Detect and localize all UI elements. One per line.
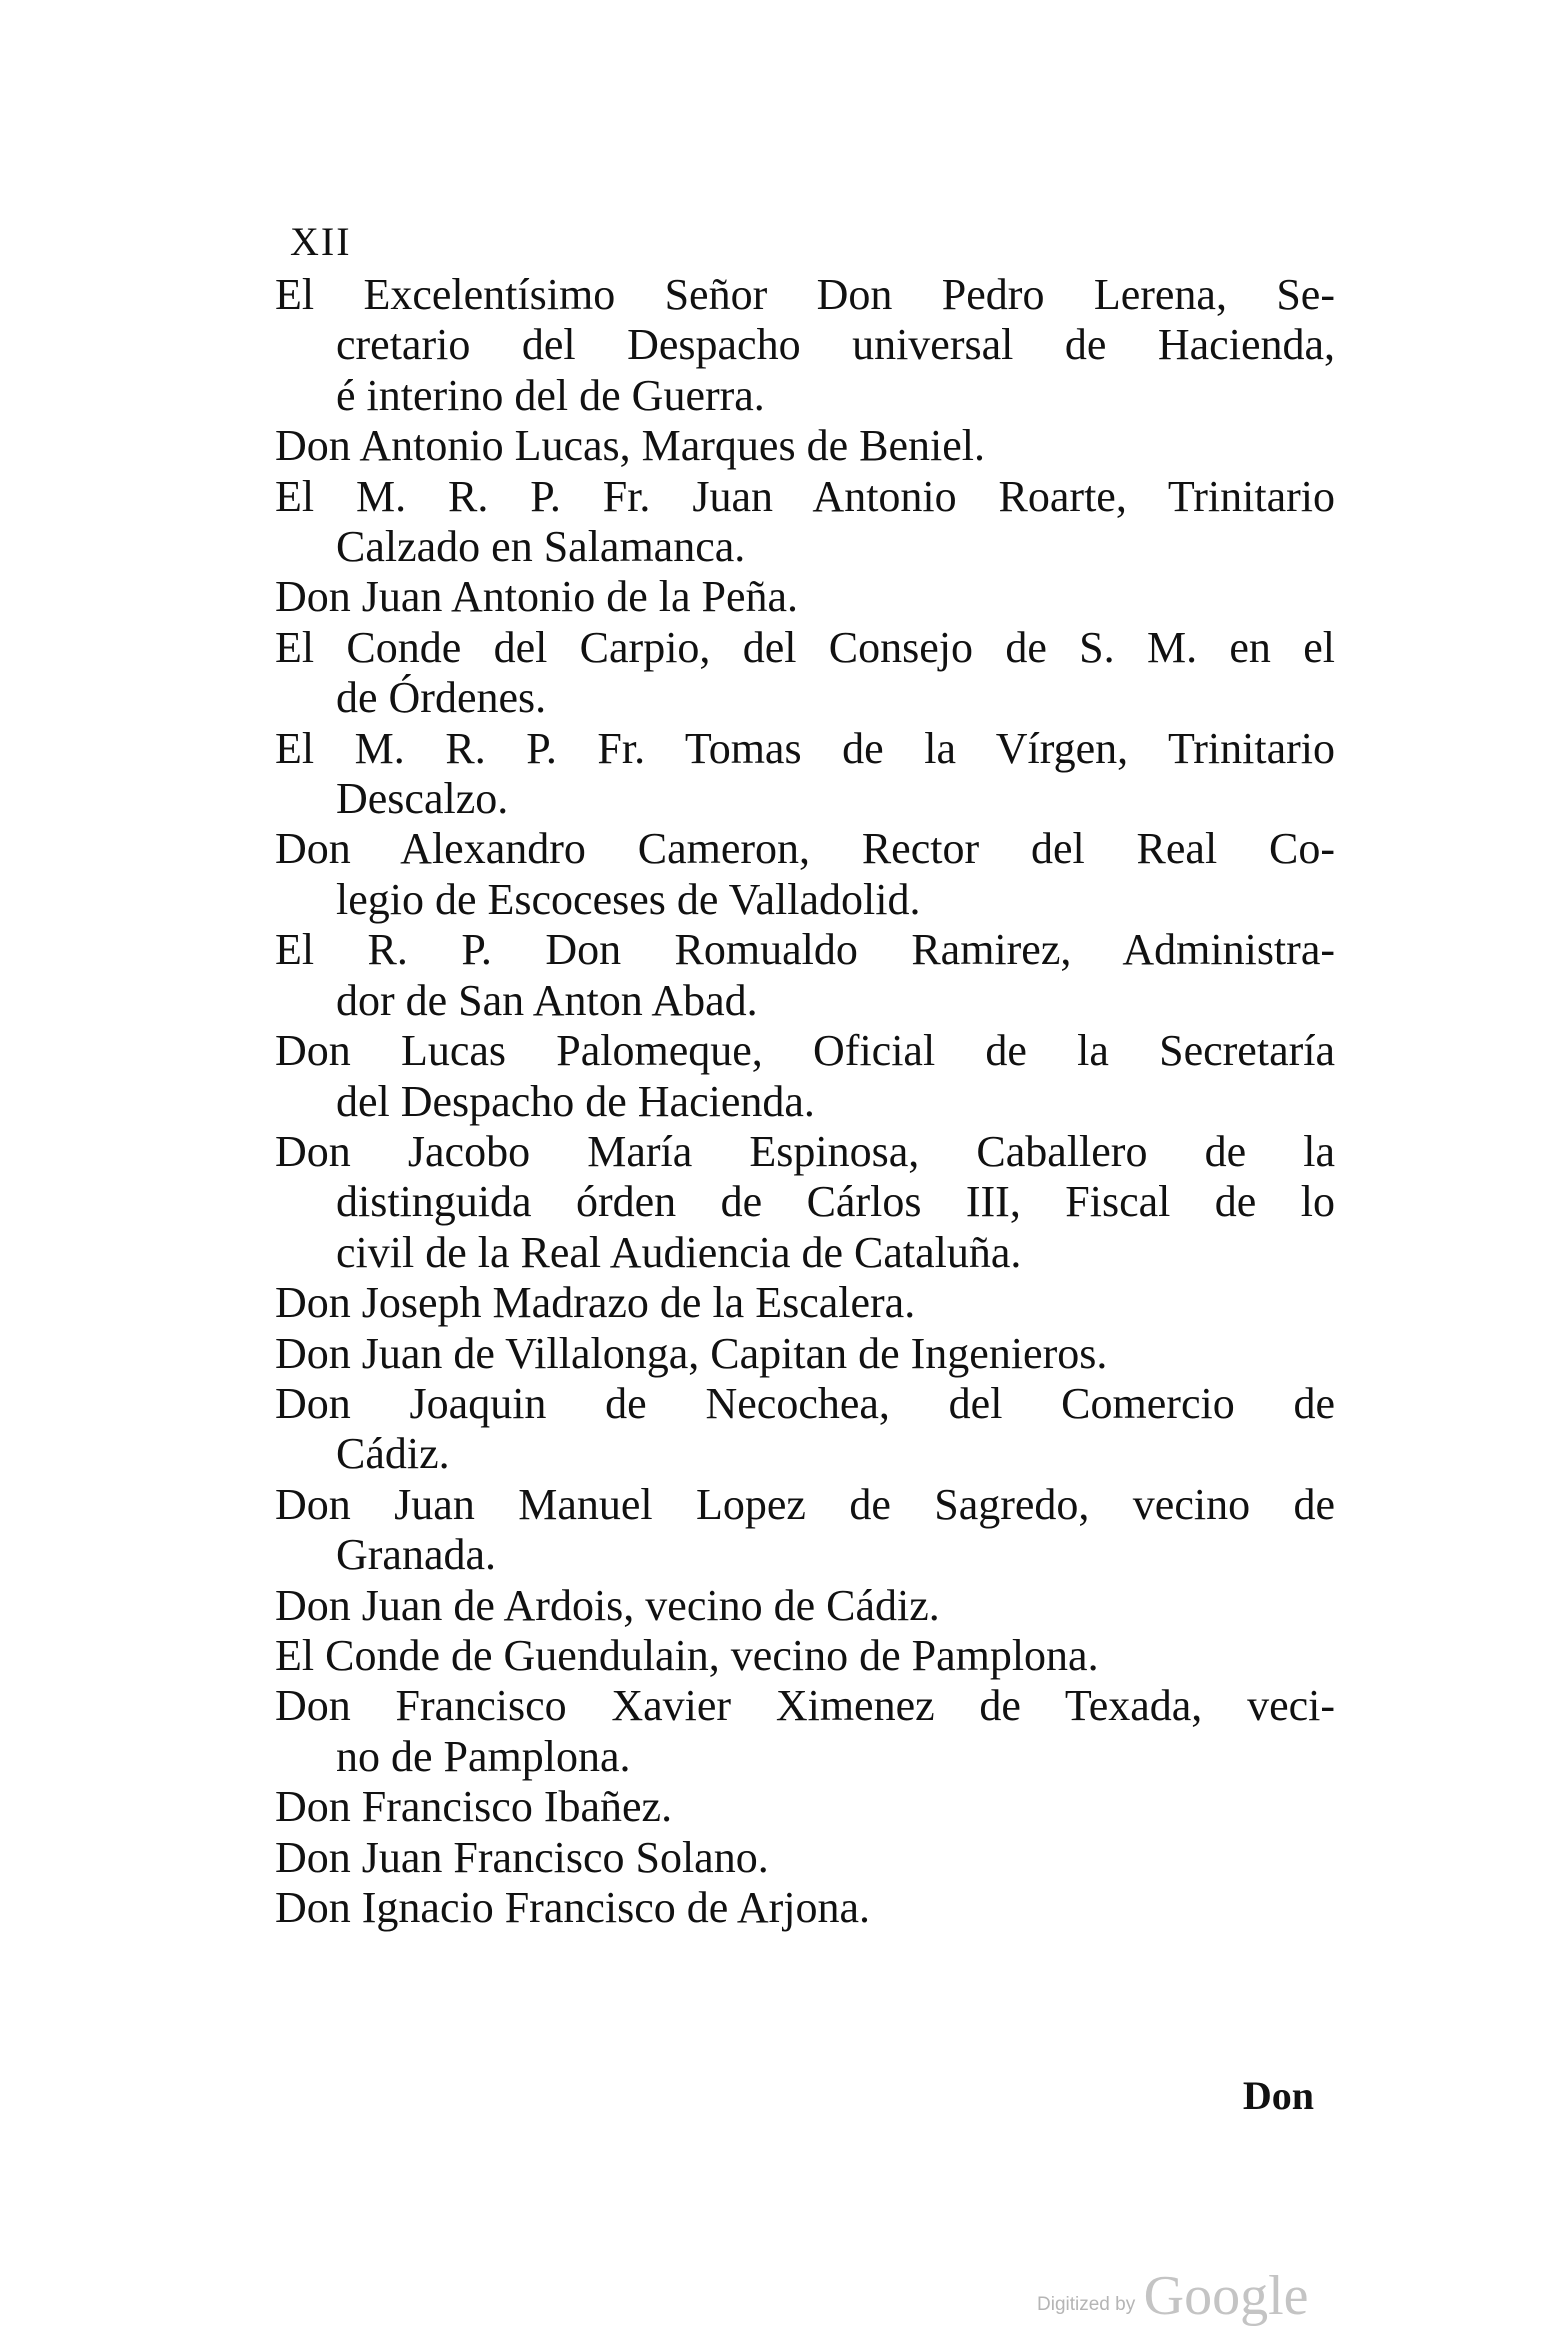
entry-line: Don Alexandro Cameron, Rector del Real Co- xyxy=(275,824,1335,874)
watermark-brand: Google xyxy=(1143,2265,1309,2327)
list-entry xyxy=(275,623,1335,724)
entry-line: Descalzo. xyxy=(336,774,509,824)
list-entry xyxy=(275,1883,1335,1933)
entry-line: Don Lucas Palomeque, Oficial de la Secretaría xyxy=(275,1026,1335,1076)
entry-line: Don Joaquin de Necochea, del Comercio de xyxy=(275,1378,1335,1428)
list-entry xyxy=(275,1833,1335,1883)
entry-line: Don Ignacio Francisco de Arjona. xyxy=(275,1883,871,1932)
catchword: Don xyxy=(1242,2073,1314,2118)
entry-line: Granada. xyxy=(336,1530,497,1580)
entry-line: Don Antonio Lucas, Marques de Beniel. xyxy=(275,421,985,471)
list-entry xyxy=(275,1782,1335,1832)
entry-line: Don Juan de Ardois, vecino de Cádiz. xyxy=(275,1580,940,1630)
list-entry xyxy=(275,572,1335,622)
entry-line: El Conde de Guendulain, vecino de Pamplona. xyxy=(275,1630,1099,1680)
list-entry xyxy=(275,1026,1335,1127)
list-entry xyxy=(275,724,1335,825)
digitization-watermark xyxy=(1037,2264,1309,2328)
entry-line: distinguida órden de Cárlos III, Fiscal de lo xyxy=(336,1177,1335,1227)
entry-line: El Excelentísimo Señor Don Pedro Lerena, Se- xyxy=(275,270,1335,319)
entry-line: Don Francisco Ibañez. xyxy=(275,1782,673,1832)
entry-line: legio de Escoceses de Valladolid. xyxy=(336,874,921,924)
list-entry xyxy=(275,925,1335,1026)
list-entry xyxy=(275,1631,1335,1681)
entry-line: é interino del de Guerra. xyxy=(336,370,765,420)
page-number: XII xyxy=(290,219,352,264)
entry-line: El M. R. P. Fr. Juan Antonio Roarte, Trinitario xyxy=(275,471,1335,521)
entry-line: Don Francisco Xavier Ximenez de Texada, veci- xyxy=(275,1681,1335,1731)
entry-line: de Órdenes. xyxy=(336,673,547,723)
list-entry xyxy=(275,1278,1335,1328)
entry-line: dor de San Anton Abad. xyxy=(336,975,758,1025)
list-entry xyxy=(275,1379,1335,1480)
entry-line: El Conde del Carpio, del Consejo de S. M. en el xyxy=(275,622,1335,672)
entry-line: Don Joseph Madrazo de la Escalera. xyxy=(275,1278,916,1328)
entry-line: no de Pamplona. xyxy=(336,1731,631,1781)
entry-line: El M. R. P. Fr. Tomas de la Vírgen, Trinitario xyxy=(275,723,1335,773)
list-entry xyxy=(275,1480,1335,1581)
entry-line: Don Juan Manuel Lopez de Sagredo, vecino de xyxy=(275,1479,1335,1529)
entry-line: Don Juan Francisco Solano. xyxy=(275,1832,769,1882)
list-entry xyxy=(275,824,1335,925)
entry-line: Don Juan Antonio de la Peña. xyxy=(275,572,799,622)
list-entry xyxy=(275,270,1335,421)
list-entry xyxy=(275,472,1335,573)
entry-line: cretario del Despacho universal de Hacienda, xyxy=(336,320,1335,370)
entry-line: Don Juan de Villalonga, Capitan de Ingenieros. xyxy=(275,1328,1108,1378)
entry-line: del Despacho de Hacienda. xyxy=(336,1076,815,1126)
list-entry xyxy=(275,1581,1335,1631)
subscriber-list xyxy=(275,270,1335,1933)
entry-line: civil de la Real Audiencia de Cataluña. xyxy=(336,1227,1022,1277)
entry-line: Calzado en Salamanca. xyxy=(336,522,746,572)
entry-line: El R. P. Don Romualdo Ramirez, Administra- xyxy=(275,925,1335,975)
list-entry xyxy=(275,1329,1335,1379)
entry-line: Cádiz. xyxy=(336,1429,450,1479)
list-entry xyxy=(275,421,1335,471)
watermark-prefix: Digitized by xyxy=(1037,2294,1136,2315)
entry-line: Don Jacobo María Espinosa, Caballero de la xyxy=(275,1126,1335,1176)
list-entry xyxy=(275,1681,1335,1782)
list-entry xyxy=(275,1127,1335,1278)
